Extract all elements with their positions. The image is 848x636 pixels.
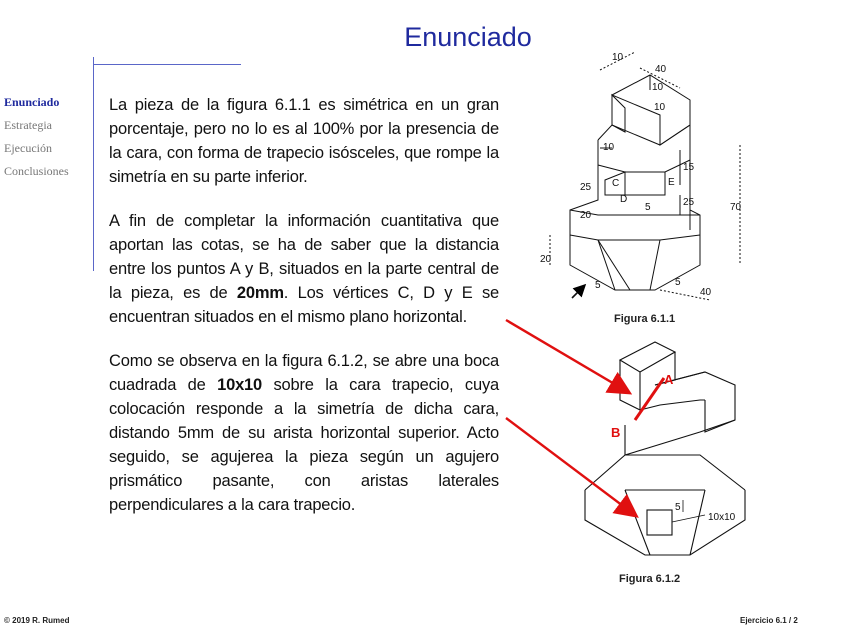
dim-1: 10: [612, 52, 624, 63]
page-number: Ejercicio 6.1 / 2: [740, 616, 798, 625]
nav-item-ejecucion[interactable]: Ejecución: [4, 141, 52, 155]
nav-item-enunciado[interactable]: Enunciado: [4, 95, 60, 109]
square-hole-value: 10x10: [217, 376, 263, 394]
point-a-label: A: [664, 372, 674, 387]
point-e-label: E: [668, 177, 675, 188]
paragraph-3-text-c: sobre la cara trapecio, cuya colocación responde a la simetría de dicha cara, distando 5mm de su arista horizontal superior. Acto seguido, se agujerea la pieza según un agujero prismático pasante, con aristas laterales perpendiculares a la cara trapecio.: [109, 376, 499, 514]
dim-14: 5: [675, 277, 681, 288]
distance-ab-value: 20mm: [236, 284, 284, 302]
dim-9: 20: [580, 210, 592, 221]
figure-6-1-2-caption: Figura 6.1.2: [619, 573, 681, 585]
figure-6-1-2-dims: [675, 502, 736, 523]
segment-ab: [635, 378, 664, 420]
dim-12: 20: [540, 254, 552, 265]
dim-13: 5: [595, 280, 601, 291]
copyright: © 2019 R. Rumed: [4, 616, 70, 625]
hole-size-dim: 10x10: [708, 512, 736, 523]
hole-offset-dim: 5: [675, 502, 681, 513]
point-b-label: B: [611, 425, 621, 440]
dim-8: 25: [683, 197, 695, 208]
paragraph-1-text: La pieza de la figura 6.1.1 es simétrica en un gran porcentaje, pero no lo es al 100% por la presencia de la cara, con forma de trapecio isósceles, que rompe la simetría en su parte inferior.: [109, 96, 499, 186]
figure-6-1-1-caption: Figura 6.1.1: [614, 313, 676, 325]
page-title: Enunciado: [404, 22, 532, 52]
dim-15: 40: [700, 287, 712, 298]
nav-item-estrategia[interactable]: Estrategia: [4, 118, 52, 132]
paragraph-3-text-a: Como se observa en la figura 6.1.2, se abre una boca cuadrada de: [109, 352, 499, 394]
dim-7: 25: [580, 182, 592, 193]
dim-5: 10: [603, 142, 615, 153]
paragraph-2-text-a: A fin de completar la información cuantitativa que aportan las cotas, se ha de saber que la distancia entre los puntos A y B, situados en la parte central de la pieza, es de: [109, 212, 499, 302]
dim-11: 70: [730, 202, 742, 213]
figure-6-1-1-drawing: [550, 52, 740, 300]
paragraph-2-text-c: . Los vértices C, D y E se encuentran situados en el mismo plano horizontal.: [109, 284, 499, 326]
point-c-label: C: [612, 178, 620, 189]
point-d-label: D: [620, 194, 628, 205]
dim-2: 40: [655, 64, 667, 75]
dim-3: 10: [652, 82, 664, 93]
dim-10: 5: [645, 202, 651, 213]
dim-4: 10: [654, 102, 666, 113]
nav-item-conclusiones[interactable]: Conclusiones: [4, 164, 69, 178]
dim-6: 15: [683, 162, 695, 173]
arrow-to-face: [506, 320, 628, 392]
